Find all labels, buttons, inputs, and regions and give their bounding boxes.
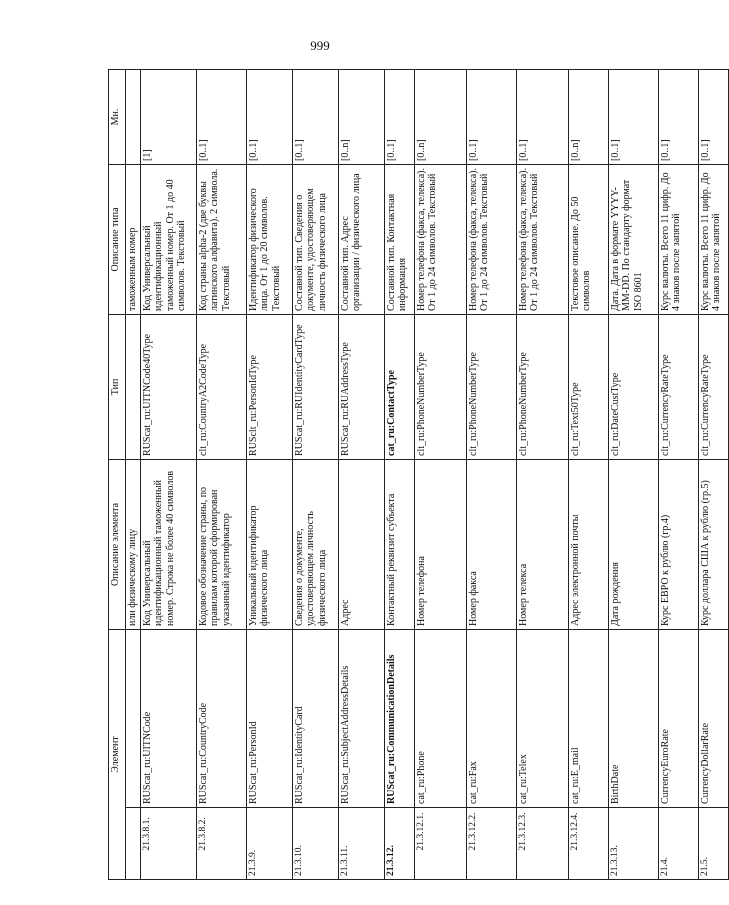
cell-type: RUScat_ru:UITNCode40Type (140, 314, 196, 459)
cell-type-description: Дата. Дата в формате YYYY-MM-DD. По стандарту формат ISO 8601 (608, 164, 658, 314)
cell-type: clt_ru:PhoneNumberType (414, 314, 466, 459)
cell-sub-number: 21.3.8.1. (140, 808, 196, 854)
table-row (246, 69, 292, 879)
cell-cardinality: [0..n] (414, 69, 466, 164)
cell-element-description: или физическому лицу (126, 459, 141, 629)
cell-type-description: Номер телефона (факса, телекса). От 1 до 24 символов. Текстовый (414, 164, 466, 314)
cell-element-description: Номер телефона (414, 459, 466, 629)
cell-element: cat_ru:Telex (516, 629, 568, 807)
cell-element: RUScat_ru:UITNCode (140, 629, 196, 807)
cell-cardinality: [0..1] (658, 69, 698, 164)
cell-element-description: Адрес электронной почты (568, 459, 608, 629)
table-row (126, 69, 141, 879)
cell-element-description: Уникальный идентификатор физического лица (246, 459, 292, 629)
cell-element-description: Номер телекса (516, 459, 568, 629)
cell-type: clt_ru:DateCustType (608, 314, 658, 459)
cell-cardinality: [0..1] (384, 69, 414, 164)
cell-type: clt_ru:Text50Type (568, 314, 608, 459)
cell-element-description: Курс доллара США к рублю (гр.5) (698, 459, 728, 629)
cell-element-description: Дата рождения (608, 459, 658, 629)
table-row (292, 69, 338, 879)
cell-sub-number: 21.3.8.2. (196, 808, 246, 854)
cell-level-number: 21.3.13. (608, 854, 658, 880)
cell-type: clt_ru:PhoneNumberType (516, 314, 568, 459)
schema-table (108, 69, 729, 880)
cell-sub-number: 21.3.12.3. (516, 808, 568, 854)
cell-type-description: Составной тип. Контактная информация (384, 164, 414, 314)
cell-type-description: Номер телефона (факса, телекса). От 1 до 24 символов. Текстовый (466, 164, 516, 314)
cell-cardinality: [0..1] (698, 69, 728, 164)
cell-level-number (140, 854, 196, 880)
cell-level-number: 21.3.9. (246, 854, 292, 880)
cell-type-description: Составной тип. Сведения о документе, удостоверяющем личность физического лица (292, 164, 338, 314)
cell-cardinality: [1] (140, 69, 196, 164)
header-type: Тип (109, 314, 126, 459)
rotated-table-area (108, 70, 722, 880)
table-row (516, 69, 568, 879)
table-row (658, 69, 698, 879)
cell-element-description: Курс ЕВРО к рублю (гр.4) (658, 459, 698, 629)
table-row (338, 69, 384, 879)
cell-level-number (466, 854, 516, 880)
cell-element: RUScat_ru:CountryCode (196, 629, 246, 807)
cell-type: clt_ru:PhoneNumberType (466, 314, 516, 459)
cell-sub-number (658, 808, 698, 854)
cell-element-description: Контактный реквизит субъекта (384, 459, 414, 629)
cell-element: cat_ru:E_mail (568, 629, 608, 807)
table-body (126, 69, 729, 879)
cell-type-description: Номер телефона (факса, телекса). От 1 до 24 символов. Текстовый (516, 164, 568, 314)
table-row (466, 69, 516, 879)
table-row (608, 69, 658, 879)
cell-element-description: Код Универсальный идентификационный таможенный номер. Строка не более 40 символов (140, 459, 196, 629)
cell-type: cat_ru:ContactType (384, 314, 414, 459)
cell-level-number: 21.4. (658, 854, 698, 880)
cell-element-description: Кодовое обозначение страны, по правилам которой сформирован указанный идентификатор (196, 459, 246, 629)
cell-type-description: таможенным номер (126, 164, 141, 314)
cell-element: CurrencyEuroRate (658, 629, 698, 807)
cell-type-description: Курс валюты. Всего 11 цифр. До 4 знаков после запятой (658, 164, 698, 314)
cell-cardinality: [0..1] (292, 69, 338, 164)
cell-element (126, 629, 141, 807)
table-row (384, 69, 414, 879)
cell-cardinality: [0..n] (338, 69, 384, 164)
cell-cardinality (126, 69, 141, 164)
cell-type-description: Текстовое описание. До 50 символов (568, 164, 608, 314)
cell-level-number (414, 854, 466, 880)
cell-level-number (126, 854, 141, 880)
cell-sub-number (126, 808, 141, 854)
cell-element-description: Адрес (338, 459, 384, 629)
cell-type: clt_ru:CurrencyRateType (698, 314, 728, 459)
cell-cardinality: [0..1] (466, 69, 516, 164)
cell-element: RUScat_ru:CommunicationDetails (384, 629, 414, 807)
cell-cardinality: [0..1] (246, 69, 292, 164)
cell-element: CurrencyDollarRate (698, 629, 728, 807)
cell-type: clt_ru:CurrencyRateType (658, 314, 698, 459)
cell-element: cat_ru:Fax (466, 629, 516, 807)
cell-type-description: Идентификатор физического лица. От 1 до 20 символов. Текстовый (246, 164, 292, 314)
header-cardinality: Мн. (109, 69, 126, 164)
cell-cardinality: [0..1] (516, 69, 568, 164)
header-element: Элемент (109, 629, 126, 879)
cell-type-description: Код страны alpha-2 (две буквы латинского алфавита). 2 символа. Текстовый (196, 164, 246, 314)
cell-level-number: 21.3.11. (338, 854, 384, 880)
cell-sub-number (698, 808, 728, 854)
cell-type-description: Составной тип. Адрес организации / физического лица (338, 164, 384, 314)
cell-sub-number (246, 808, 292, 854)
cell-cardinality: [0..1] (608, 69, 658, 164)
cell-type-description: Курс валюты. Всего 11 цифр. До 4 знаков после запятой (698, 164, 728, 314)
cell-sub-number: 21.3.12.2. (466, 808, 516, 854)
page-number: 999 (310, 38, 330, 53)
cell-type: RUSclt_ru:PersonIdType (246, 314, 292, 459)
cell-element-description: Номер факса (466, 459, 516, 629)
cell-level-number: 21.3.10. (292, 854, 338, 880)
table-row (568, 69, 608, 879)
cell-type: clt_ru:CountryA2CodeType (196, 314, 246, 459)
table-row (140, 69, 196, 879)
header-type-description: Описание типа (109, 164, 126, 314)
cell-element: BirthDate (608, 629, 658, 807)
cell-level-number (568, 854, 608, 880)
cell-type: RUScat_ru:RUAddressType (338, 314, 384, 459)
header-element-description: Описание элемента (109, 459, 126, 629)
cell-type: RUScat_ru:RUIdentityCardType (292, 314, 338, 459)
cell-level-number: 21.5. (698, 854, 728, 880)
table-row (698, 69, 728, 879)
cell-element: RUScat_ru:SubjectAddressDetails (338, 629, 384, 807)
cell-sub-number: 21.3.12.1. (414, 808, 466, 854)
table-header-row (109, 69, 126, 879)
cell-cardinality: [0..1] (196, 69, 246, 164)
cell-element-description: Сведения о документе, удостоверяющем личность физического лица (292, 459, 338, 629)
cell-type-description: Код Универсальный идентификационный таможенный номер. От 1 до 40 символов. Текстовый (140, 164, 196, 314)
cell-element: RUScat_ru:PersonId (246, 629, 292, 807)
cell-level-number (196, 854, 246, 880)
cell-sub-number: 21.3.12.4. (568, 808, 608, 854)
cell-level-number (516, 854, 568, 880)
table-row (196, 69, 246, 879)
cell-type (126, 314, 141, 459)
cell-cardinality: [0..n] (568, 69, 608, 164)
cell-element: RUScat_ru:IdentityCard (292, 629, 338, 807)
cell-level-number: 21.3.12. (384, 854, 414, 880)
cell-element: cat_ru:Phone (414, 629, 466, 807)
table-row (414, 69, 466, 879)
